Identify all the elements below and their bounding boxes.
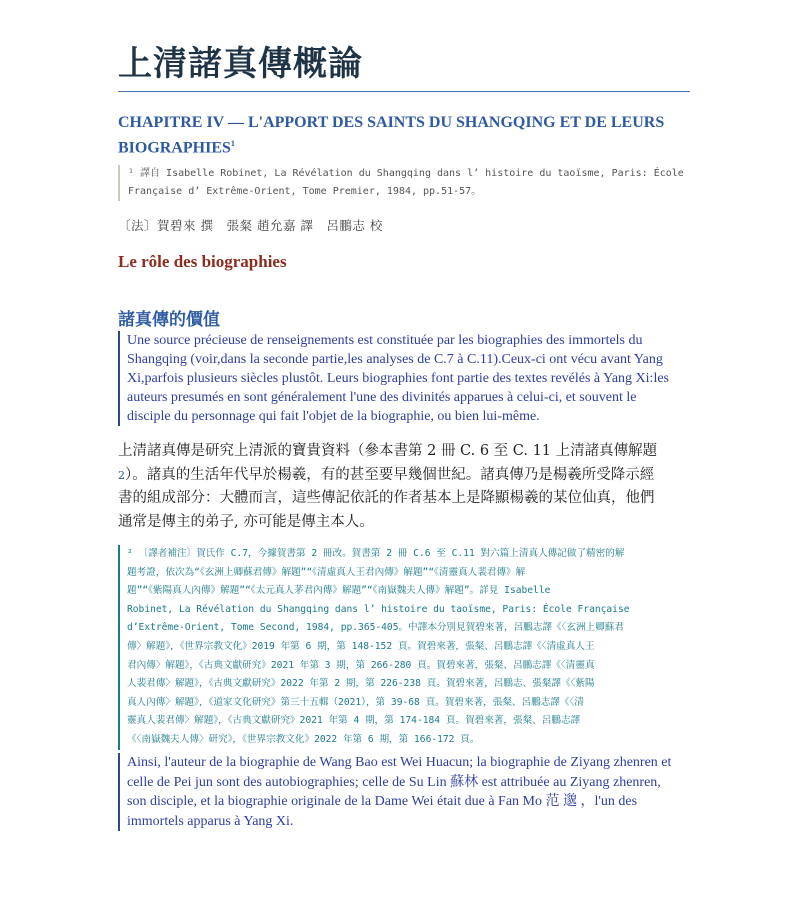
footnote-1	[118, 165, 698, 201]
chapter-heading	[118, 112, 678, 158]
footnote-2-line: 題考證，依次為“《玄洲上卿蘇君傳》解題”“《清虛真人王君內傳》解題”“《清靈真人裴君傳》解	[127, 566, 526, 578]
footnote-2-line: 真人內傳〉解題》，《道家文化研究》第三十五輯（2021），第 39-68 頁。賀碧來著，張粲、呂鵬志譯《〈清	[127, 696, 584, 708]
french-paragraph-2	[118, 753, 697, 831]
french-paragraph-line: celle de Pei jun sont des autobiographies; celle de Su Lin 蘇林 est attribuée au Ziyang zhenren,	[127, 774, 661, 790]
section-heading-zh: 諸真傳的價值	[118, 310, 220, 330]
french-paragraph-line: Une source précieuse de renseignements est constituée par les biographies des immortels du	[127, 333, 643, 348]
footnote-2-mark[interactable]: 2	[118, 468, 125, 482]
french-paragraph-line: disciple du personnage qui fait l'objet de la biographie, ou bien lui-même.	[127, 409, 540, 424]
footnote-2-line: 題”“《紫陽真人內傳》解題”“《太元真人茅君內傳》解題”“《南嶽魏夫人傳》解題”。詳見 Isabelle	[127, 585, 551, 597]
footnote-1-line: ¹ 譯自 Isabelle Robinet, La Révélation du Shangqing dans l’ histoire du taoïsme, Paris: École	[128, 168, 684, 179]
french-paragraph-1	[118, 331, 687, 426]
footnote-2-line: ² 〔譯者補注〕賀氏作 C.7，今據賀書第 2 冊改。賀書第 2 冊 C.6 至 C.11 對六篇上清真人傳記做了精密的解	[127, 548, 625, 559]
chinese-paragraph	[118, 440, 690, 534]
chinese-paragraph-line: 上清諸真傳是研究上清派的寶貴資料（參本書第 2 冊 C. 6 至 C. 11 上清諸真傳解題	[118, 443, 658, 459]
chinese-paragraph-line	[118, 464, 690, 488]
french-paragraph-line: son disciple, et la biographie originale de la Dame Wei était due à Fan Mo 范 邈 ，l'un des	[127, 794, 638, 809]
footnote-1-line: Française d’ Extrême-Orient, Tome Premier, 1984, pp.51-57。	[128, 186, 482, 197]
chinese-paragraph-line: 書的組成部分：大體而言，這些傳記依託的作者基本上是降顯楊羲的某位仙真，他們	[118, 490, 655, 506]
footnote-2-line: 君內傳〉解題》，《古典文獻研究》2021 年第 3 期，第 266-280 頁。賀碧來著，張粲、呂鵬志譯《〈清靈真	[127, 659, 595, 671]
french-paragraph-line: auteurs presumés en sont généralement l'une des divinités apparues à celui-ci, et souvent le	[127, 390, 637, 405]
french-paragraph-line: Shangqing (voir,dans la seconde partie,les analyses de C.7 à C.11).Ceux-ci ont vécu avant Yang	[127, 352, 663, 367]
footnote-2-line: 《〈南嶽魏夫人傳〉研究》，《世界宗教文化》2022 年第 6 期，第 166-172 頁。	[127, 733, 480, 745]
french-paragraph-line: immortels apparus à Yang Xi.	[127, 813, 294, 829]
footnote-2-line: Robinet, La Révélation du Shangqing dans l’ histoire du taoïsme, Paris: École Française	[127, 603, 630, 615]
document-title: 上清諸真傳概論	[118, 44, 363, 84]
footnote-2-line: 人裴君傳〉解題》，《古典文獻研究》2022 年第 2 期，第 226-238 頁。賀碧來著，呂鵬志、張粲譯《〈紫陽	[127, 678, 595, 690]
footnote-2-line: 靈真人裴君傳〉解題》，《古典文獻研究》2021 年第 4 期，第 174-184 頁。賀碧來著，張粲、呂鵬志譯	[127, 715, 581, 727]
chinese-paragraph-text: ）。諸真的生活年代早於楊羲，有的甚至要早幾個世紀。諸真傳乃是楊羲所受降示經	[125, 466, 655, 483]
footnote-2-line: d’Extrême-Orient, Tome Second, 1984, pp.365-405。中譯本分別見賀碧來著，呂鵬志譯《〈玄洲上卿蘇君	[127, 622, 624, 634]
french-paragraph-line: Ainsi, l'auteur de la biographie de Wang Bao est Wei Huacun; la biographie de Ziyang zhenren et	[127, 755, 672, 770]
footnote-2-line: 傳〉解題》，《世界宗教文化》2019 年第 6 期，第 148-152 頁。賀碧來著，張粲、呂鵬志譯《〈清虛真人王	[127, 640, 595, 652]
footnote-1-mark[interactable]: 1	[230, 139, 235, 148]
section-heading-fr: Le rôle des biographies	[118, 252, 287, 271]
french-paragraph-line: Xi,parfois plusieurs siècles plustôt. Leurs biographies font partie des textes revélés à Yang Xi:les	[127, 371, 669, 386]
title-divider	[118, 91, 690, 92]
translator-credits: 〔法〕賀碧來 撰 張粲 趙允嘉 譯 呂鵬志 校	[118, 218, 383, 233]
chapter-heading-text: CHAPITRE IV — L'APPORT DES SAINTS DU SHANGQING ET DE LEURS BIOGRAPHIES	[118, 114, 665, 157]
footnote-2	[118, 545, 699, 750]
chinese-paragraph-line: 通常是傳主的弟子, 亦可能是傳主本人。	[118, 513, 374, 530]
